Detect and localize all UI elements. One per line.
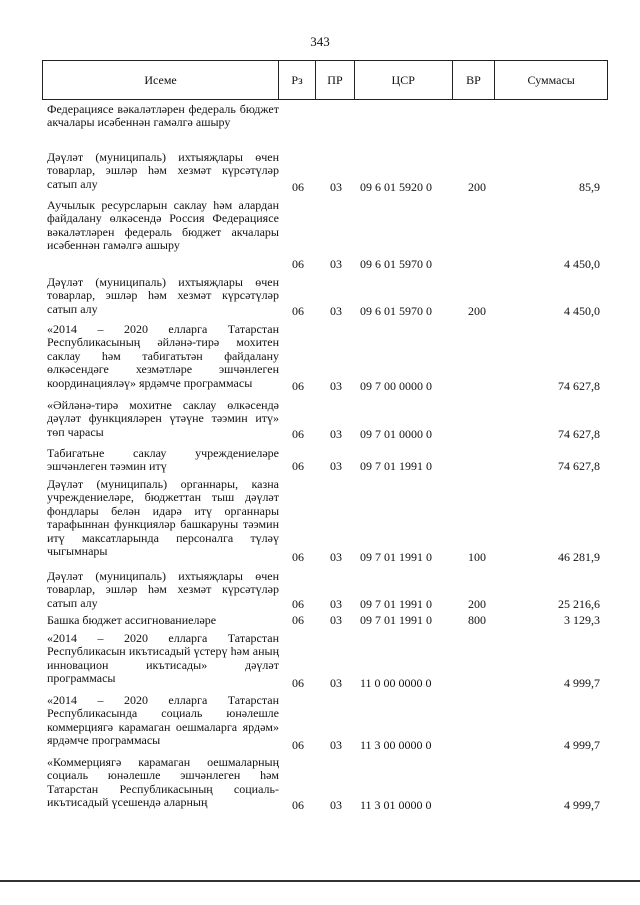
- row-csr: 09 7 01 1991 0: [360, 613, 432, 627]
- row-name: Табигатьне саклау учреждениеләре эшчәнлеген тәэмин итү: [47, 446, 279, 474]
- row-sum: 25 216,6: [558, 597, 600, 611]
- row-name: Дәүләт (муниципаль) ихтыяҗлары өчен товарлар, эшләр һәм хезмәт күрсәтүләр сатып алу: [47, 569, 279, 610]
- row-sum: 74 627,8: [558, 427, 600, 441]
- row-csr: 09 7 01 1991 0: [360, 597, 432, 611]
- row-vr: 200: [468, 597, 486, 611]
- row-csr: 09 7 01 1991 0: [360, 550, 432, 564]
- page-number: 343: [310, 34, 330, 49]
- row-pr: 03: [330, 379, 342, 393]
- row-csr: 11 0 00 0000 0: [360, 676, 432, 690]
- row-name: «2014 – 2020 елларга Татарстан Республикасын икътисадый үстерү һәм аның инновацион икътисады» дәүләт программасы: [47, 631, 279, 686]
- header-name: Исеме: [43, 61, 279, 99]
- row-pr: 03: [330, 257, 342, 271]
- row-csr: 09 7 00 0000 0: [360, 379, 432, 393]
- row-name: «Әйләнә-тирә мохитне саклау өлкәсендә дәүләт функцияләрен үтәүне тәэмин итү» төп чарасы: [47, 398, 279, 439]
- row-csr: 11 3 01 0000 0: [360, 798, 432, 812]
- row-rz: 06: [292, 738, 304, 752]
- row-csr: 09 6 01 5920 0: [360, 180, 432, 194]
- table-row: [42, 614, 608, 630]
- row-rz: 06: [292, 550, 304, 564]
- row-pr: 03: [330, 597, 342, 611]
- table-row: [42, 478, 608, 566]
- table-row: [42, 694, 608, 752]
- row-sum: 4 999,7: [564, 676, 600, 690]
- row-sum: 85,9: [579, 180, 600, 194]
- row-name: «2014 – 2020 елларга Татарстан Республикасында социаль юнәлешле коммерциягә карамаган оешмаларга ярдәм» ярдәмче программасы: [47, 693, 279, 748]
- row-sum: 4 999,7: [564, 738, 600, 752]
- table-row: [42, 570, 608, 612]
- row-pr: 03: [330, 427, 342, 441]
- table-row: [42, 151, 608, 195]
- row-rz: 06: [292, 304, 304, 318]
- row-name: «Коммерциягә карамаган оешмаларның социаль юнәлешле эшчәнлеген һәм Татарстан Республикасының социаль-икътисадый үсешендә аларның: [47, 755, 279, 810]
- row-sum: 74 627,8: [558, 379, 600, 393]
- row-pr: 03: [330, 676, 342, 690]
- row-pr: 03: [330, 738, 342, 752]
- row-rz: 06: [292, 257, 304, 271]
- row-sum: 74 627,8: [558, 459, 600, 473]
- row-vr: 200: [468, 304, 486, 318]
- row-pr: 03: [330, 459, 342, 473]
- row-sum: 4 450,0: [564, 257, 600, 271]
- row-rz: 06: [292, 597, 304, 611]
- row-pr: 03: [330, 180, 342, 194]
- header-pr: ПР: [316, 61, 355, 99]
- row-vr: 800: [468, 613, 486, 627]
- table-row: [42, 447, 608, 475]
- row-rz: 06: [292, 613, 304, 627]
- row-csr: 09 7 01 0000 0: [360, 427, 432, 441]
- row-pr: 03: [330, 550, 342, 564]
- table-row: [42, 632, 608, 690]
- row-name: Башка бюджет ассигнованиеләре: [47, 613, 217, 627]
- row-rz: 06: [292, 459, 304, 473]
- header-sum: Суммасы: [527, 72, 575, 87]
- table-row: [42, 756, 608, 818]
- page-bottom-border: [0, 880, 640, 882]
- table-row: [42, 399, 608, 443]
- row-name: Аучылык ресурсларын саклау һәм алардан файдалану өлкәсендә Россия Федерациясе вәкаләтләрен федераль бюджет акчалары исәбеннән гамәлгә ашыру: [47, 198, 279, 253]
- row-vr: 200: [468, 180, 486, 194]
- row-name: Федерациясе вәкаләтләрен федераль бюджет акчалары исәбеннән гамәлгә ашыру: [47, 102, 279, 130]
- row-vr: 100: [468, 550, 486, 564]
- row-pr: 03: [330, 304, 342, 318]
- row-name: Дәүләт (муниципаль) органнары, казна учреждениеләре, бюджеттан тыш дәүләт фондлары белән идарә итү органнары тарафыннан функцияләр башкаруны тәэмин итү максатларында персоналга түләү чыгымнары: [47, 477, 279, 559]
- header-vr: ВР: [453, 61, 496, 99]
- row-name: Дәүләт (муниципаль) ихтыяҗлары өчен товарлар, эшләр һәм хезмәт күрсәтүләр сатып алу: [47, 275, 279, 316]
- row-rz: 06: [292, 676, 304, 690]
- table-row: [42, 103, 608, 149]
- row-pr: 03: [330, 798, 342, 812]
- row-rz: 06: [292, 798, 304, 812]
- row-pr: 03: [330, 613, 342, 627]
- table-header: [42, 60, 608, 100]
- row-csr: 09 6 01 5970 0: [360, 257, 432, 271]
- table-row: [42, 323, 608, 395]
- row-sum: 4 999,7: [564, 798, 600, 812]
- row-rz: 06: [292, 180, 304, 194]
- row-csr: 11 3 00 0000 0: [360, 738, 432, 752]
- row-rz: 06: [292, 427, 304, 441]
- row-rz: 06: [292, 379, 304, 393]
- row-sum: 4 450,0: [564, 304, 600, 318]
- row-name: «2014 – 2020 елларга Татарстан Республикасының әйләнә-тирә мохитен саклау һәм табигатьтән файдалану өлкәсендәге хезмәтләре эшчәнлеген координацияләү» ярдәмче программасы: [47, 322, 279, 390]
- row-name: Дәүләт (муниципаль) ихтыяҗлары өчен товарлар, эшләр һәм хезмәт күрсәтүләр сатып алу: [47, 150, 279, 191]
- row-sum: 46 281,9: [558, 550, 600, 564]
- row-sum: 3 129,3: [564, 613, 600, 627]
- row-csr: 09 7 01 1991 0: [360, 459, 432, 473]
- header-csr: ЦСР: [355, 61, 453, 99]
- row-csr: 09 6 01 5970 0: [360, 304, 432, 318]
- table-row: [42, 199, 608, 271]
- header-rz: Рз: [279, 61, 316, 99]
- table-row: [42, 276, 608, 322]
